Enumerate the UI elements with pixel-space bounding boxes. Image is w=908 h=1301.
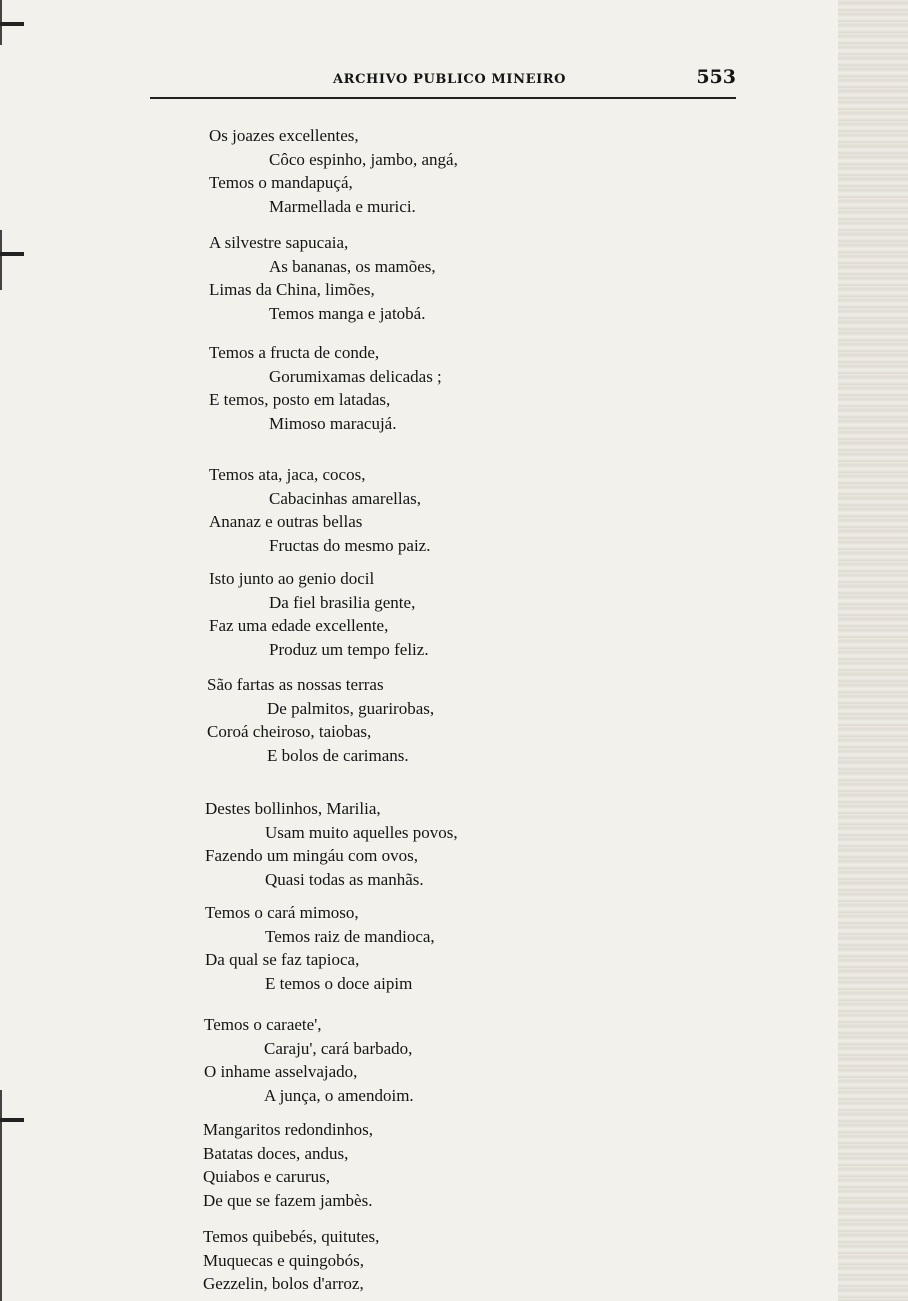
- poem-line: Cabacinhas amarellas,: [269, 488, 421, 508]
- stanza: [209, 341, 442, 435]
- poem-line: Temos raiz de mandioca,: [265, 926, 435, 946]
- scan-margin-mark: [0, 252, 24, 256]
- poem-line: Côco espinho, jambo, angá,: [269, 149, 458, 169]
- poem-line: Muquecas e quingobós,: [203, 1250, 365, 1270]
- poem-line: Produz um tempo feliz.: [269, 639, 429, 659]
- stanza: [209, 463, 430, 557]
- poem-line: Fructas do mesmo paiz.: [269, 535, 431, 555]
- poem-line: Quasi todas as manhãs.: [265, 869, 424, 889]
- stanza: [207, 673, 434, 767]
- stanza: [203, 1225, 379, 1296]
- header-rule: [150, 97, 736, 99]
- poem-line: Temos o mandapuçá,: [209, 173, 353, 192]
- page-number: 553: [696, 66, 736, 88]
- poem-line: Destes bollinhos, Marilia,: [205, 799, 381, 818]
- stanza: [205, 797, 458, 891]
- poem-line: Temos manga e jatobá.: [269, 303, 426, 323]
- poem-line: Gorumixamas delicadas ;: [269, 366, 442, 386]
- stanza: [205, 901, 435, 995]
- poem-line: E temos, posto em latadas,: [209, 390, 391, 409]
- poem-line: Limas da China, limões,: [209, 280, 375, 299]
- poem-line: Marmellada e murici.: [269, 196, 416, 216]
- poem-line: De palmitos, guarirobas,: [267, 698, 435, 718]
- poem-line: Faz uma edade excellente,: [209, 616, 389, 635]
- poem-line: Temos a fructa de conde,: [209, 343, 380, 362]
- poem-line: Quiabos e carurus,: [203, 1167, 330, 1186]
- scan-margin-mark: [0, 1118, 24, 1122]
- poem-line: Mimoso maracujá.: [269, 413, 397, 433]
- scan-margin-mark: [0, 22, 24, 26]
- poem-line: Caraju', cará barbado,: [264, 1038, 413, 1058]
- page-header: [150, 64, 736, 94]
- poem-line: Fazendo um mingáu com ovos,: [205, 846, 418, 865]
- poem-line: Ananaz e outras bellas: [209, 512, 363, 531]
- poem-line: Da qual se faz tapioca,: [205, 950, 360, 969]
- stanza: [203, 1118, 373, 1212]
- scan-margin-line: [0, 230, 2, 290]
- scan-page-edge: [838, 0, 908, 1301]
- poem-line: Mangaritos redondinhos,: [203, 1120, 373, 1139]
- poem-line: Gezzelin, bolos d'arroz,: [203, 1274, 364, 1293]
- poem-line: A silvestre sapucaia,: [209, 233, 349, 252]
- stanza: [209, 231, 436, 325]
- poem-line: De que se fazem jambès.: [203, 1190, 373, 1210]
- poem-line: A junça, o amendoim.: [264, 1085, 414, 1105]
- poem-line: Temos quibebés, quitutes,: [203, 1227, 380, 1246]
- stanza: [204, 1013, 414, 1107]
- poem-line: Temos ata, jaca, cocos,: [209, 465, 366, 484]
- stanza: [209, 124, 458, 218]
- poem-line: Usam muito aquelles povos,: [265, 822, 458, 842]
- poem-line: O inhame asselvajado,: [204, 1062, 358, 1081]
- poem-line: As bananas, os mamões,: [269, 256, 436, 276]
- poem-line: Temos o caraete',: [204, 1015, 322, 1034]
- poem-line: Da fiel brasilia gente,: [269, 592, 416, 612]
- poem-line: E bolos de carimans.: [267, 745, 409, 765]
- poem-line: Temos o cará mimoso,: [205, 903, 359, 922]
- poem-line: Batatas doces, andus,: [203, 1143, 349, 1163]
- stanza: [209, 567, 429, 661]
- running-title: ARCHIVO PUBLICO MINEIRO: [333, 72, 567, 87]
- poem-line: Isto junto ao genio docil: [209, 569, 375, 588]
- poem-line: Coroá cheiroso, taiobas,: [207, 722, 372, 741]
- poem-line: São fartas as nossas terras: [207, 675, 384, 694]
- poem-line: Os joazes excellentes,: [209, 126, 359, 145]
- poem-line: E temos o doce aipim: [265, 973, 413, 993]
